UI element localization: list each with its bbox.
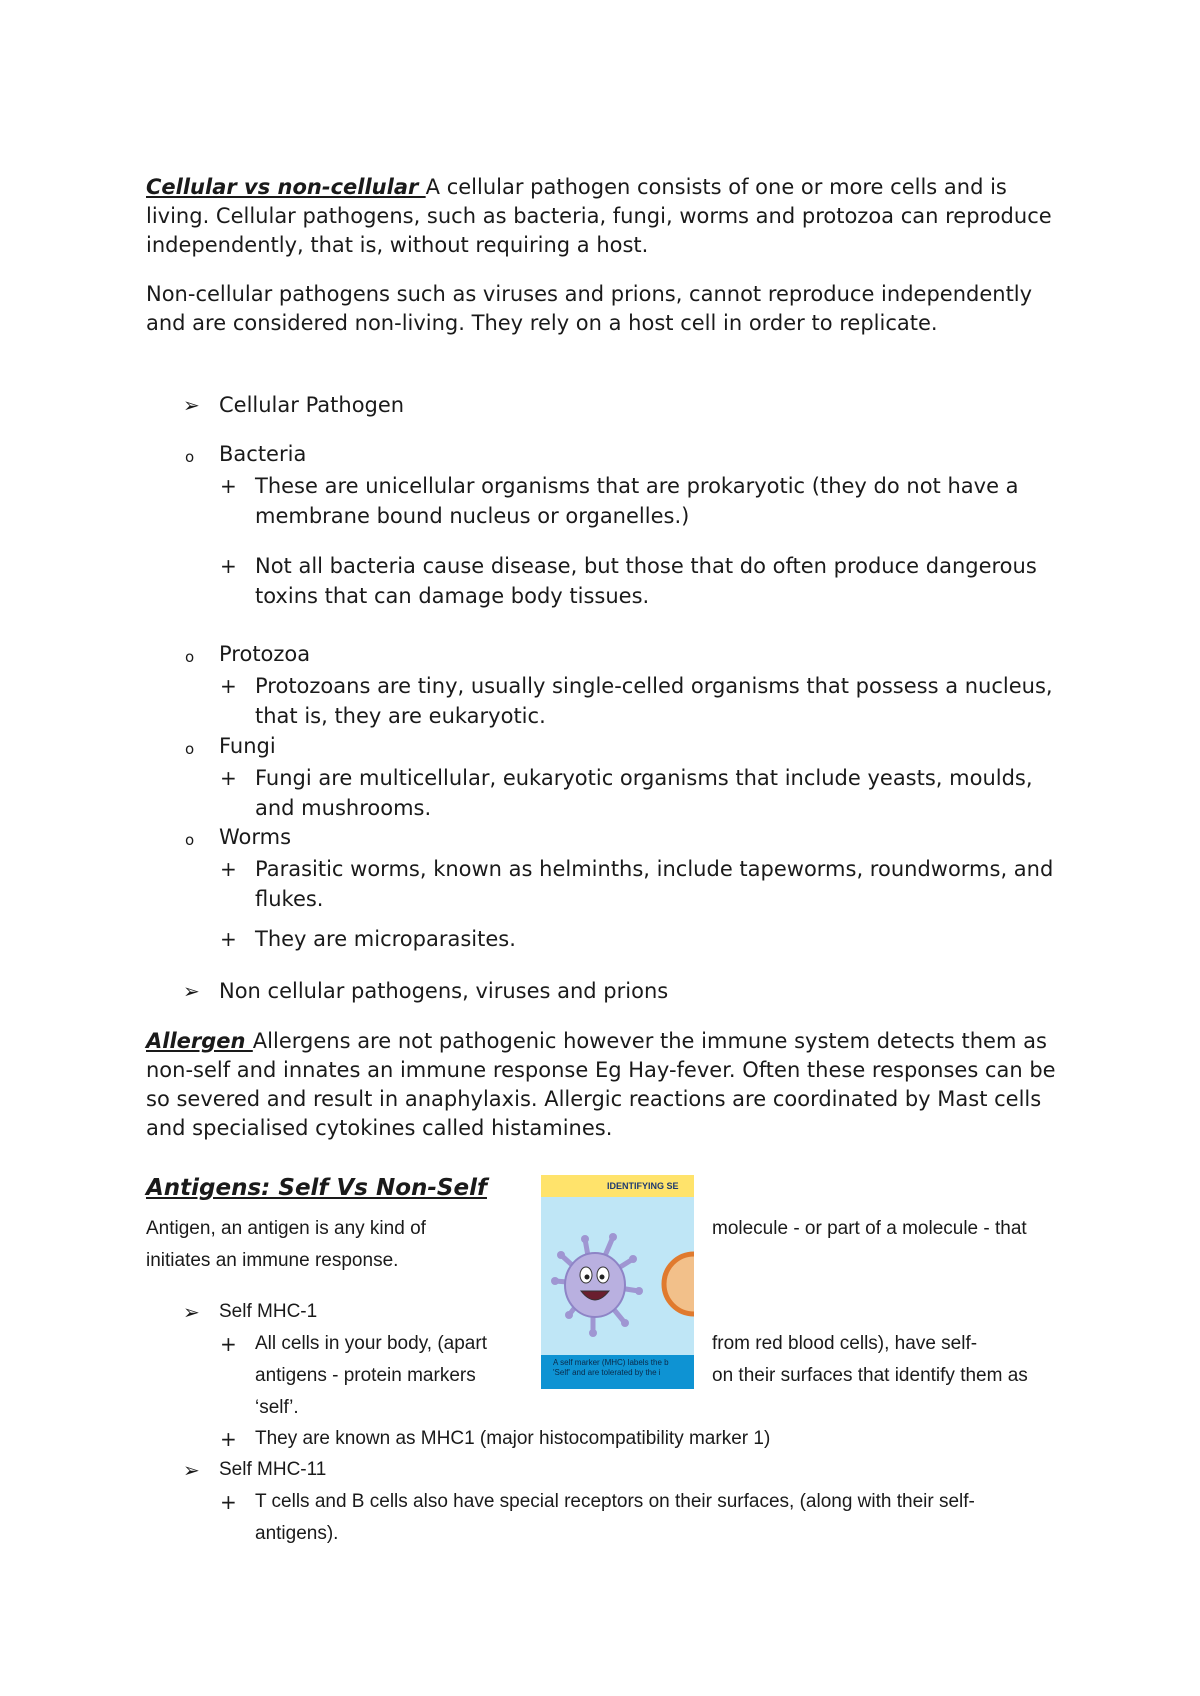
arrow-bullet-icon: ➢ bbox=[183, 1300, 200, 1324]
arrow-bullet-icon: ➢ bbox=[183, 1458, 200, 1482]
worms-label: Worms bbox=[219, 825, 292, 849]
plus-bullet-icon: + bbox=[220, 857, 237, 881]
plus-bullet-icon: + bbox=[220, 554, 237, 578]
protozoa-point-1: Protozoans are tiny, usually single-celled organisms that possess a nucleus, that is, they are eukaryotic. bbox=[255, 674, 1053, 728]
intro-paragraph bbox=[146, 173, 1066, 260]
circle-bullet-icon: o bbox=[185, 740, 195, 758]
plus-bullet-icon: + bbox=[220, 1427, 237, 1451]
fungi-point-1: Fungi are multicellular, eukaryotic organisms that include yeasts, moulds, and mushrooms. bbox=[255, 766, 1033, 820]
cell-cartoon-icon bbox=[541, 1197, 694, 1365]
noncellular-paragraph: Non-cellular pathogens such as viruses and prions, cannot reproduce independently and are considered non-living. They rely on a host cell in order to replicate. bbox=[146, 282, 1033, 335]
bacteria-point-2: Not all bacteria cause disease, but those that do often produce dangerous toxins that can damage body tissues. bbox=[255, 554, 1037, 608]
bacteria-label: Bacteria bbox=[219, 442, 307, 466]
bacteria-point-1: These are unicellular organisms that are prokaryotic (they do not have a membrane bound nucleus or organelles.) bbox=[255, 474, 1019, 528]
circle-bullet-icon: o bbox=[185, 448, 195, 466]
allergen-text: Allergens are not pathogenic however the immune system detects them as non-self and innates an immune response Eg Hay-fever. Often these responses can be so severed and result in anaphylaxis. Allergic reactions are coordinated by Mast cells and specialised cytokines called histamines. bbox=[146, 1029, 1056, 1140]
antigen-def-line2: initiates an immune response. bbox=[146, 1250, 399, 1271]
cellular-heading: Cellular vs non-cellular bbox=[146, 175, 426, 199]
illustration-title: IDENTIFYING SE bbox=[607, 1181, 679, 1191]
arrow-bullet-icon: ➢ bbox=[183, 979, 200, 1003]
plus-bullet-icon: + bbox=[220, 1332, 237, 1356]
plus-bullet-icon: + bbox=[220, 1490, 237, 1514]
mhc1-line1-right: from red blood cells), have self- bbox=[712, 1333, 978, 1354]
cellular-pathogen-label: Cellular Pathogen bbox=[219, 393, 405, 417]
worms-point-1: Parasitic worms, known as helminths, include tapeworms, roundworms, and flukes. bbox=[255, 857, 1054, 911]
mhc1-known-as: They are known as MHC1 (major histocompatibility marker 1) bbox=[255, 1428, 771, 1449]
plus-bullet-icon: + bbox=[220, 474, 237, 498]
cellular-intro-text: A cellular pathogen consists of one or more cells and is living. Cellular pathogens, such as bacteria, fungi, worms and protozoa can reproduce independently, that is, without requiring a host. bbox=[146, 175, 1052, 257]
fungi-label: Fungi bbox=[219, 734, 276, 758]
mhc1-line2-right: on their surfaces that identify them as bbox=[712, 1365, 1028, 1386]
allergen-heading: Allergen bbox=[146, 1029, 253, 1053]
mhc1-line1-left: All cells in your body, (apart bbox=[255, 1333, 487, 1354]
mhc1-line2-left: antigens - protein markers bbox=[255, 1365, 476, 1386]
illustration-caption: A self marker (MHC) labels the b 'Self' and are tolerated by the i bbox=[541, 1355, 694, 1389]
mhc2-text: T cells and B cells also have special receptors on their surfaces, (along with their self-antigens). bbox=[255, 1491, 975, 1544]
antigens-heading: Antigens: Self Vs Non-Self bbox=[146, 1175, 487, 1201]
worms-point-2: They are microparasites. bbox=[255, 927, 516, 951]
plus-bullet-icon: + bbox=[220, 927, 237, 951]
plus-bullet-icon: + bbox=[220, 766, 237, 790]
noncellular-label: Non cellular pathogens, viruses and prions bbox=[219, 979, 669, 1003]
antigen-def-left: Antigen, an antigen is any kind of bbox=[146, 1218, 426, 1239]
mhc1-line3: ‘self’. bbox=[255, 1397, 299, 1418]
plus-bullet-icon: + bbox=[220, 674, 237, 698]
circle-bullet-icon: o bbox=[185, 648, 195, 666]
mhc2-label: Self MHC-11 bbox=[219, 1459, 327, 1480]
mhc1-label: Self MHC-1 bbox=[219, 1301, 318, 1322]
protozoa-label: Protozoa bbox=[219, 642, 311, 666]
allergen-paragraph bbox=[146, 1027, 1066, 1143]
arrow-bullet-icon: ➢ bbox=[183, 393, 200, 417]
circle-bullet-icon: o bbox=[185, 831, 195, 849]
antigen-def-right: molecule - or part of a molecule - that bbox=[712, 1218, 1027, 1239]
self-marker-illustration bbox=[541, 1175, 694, 1389]
